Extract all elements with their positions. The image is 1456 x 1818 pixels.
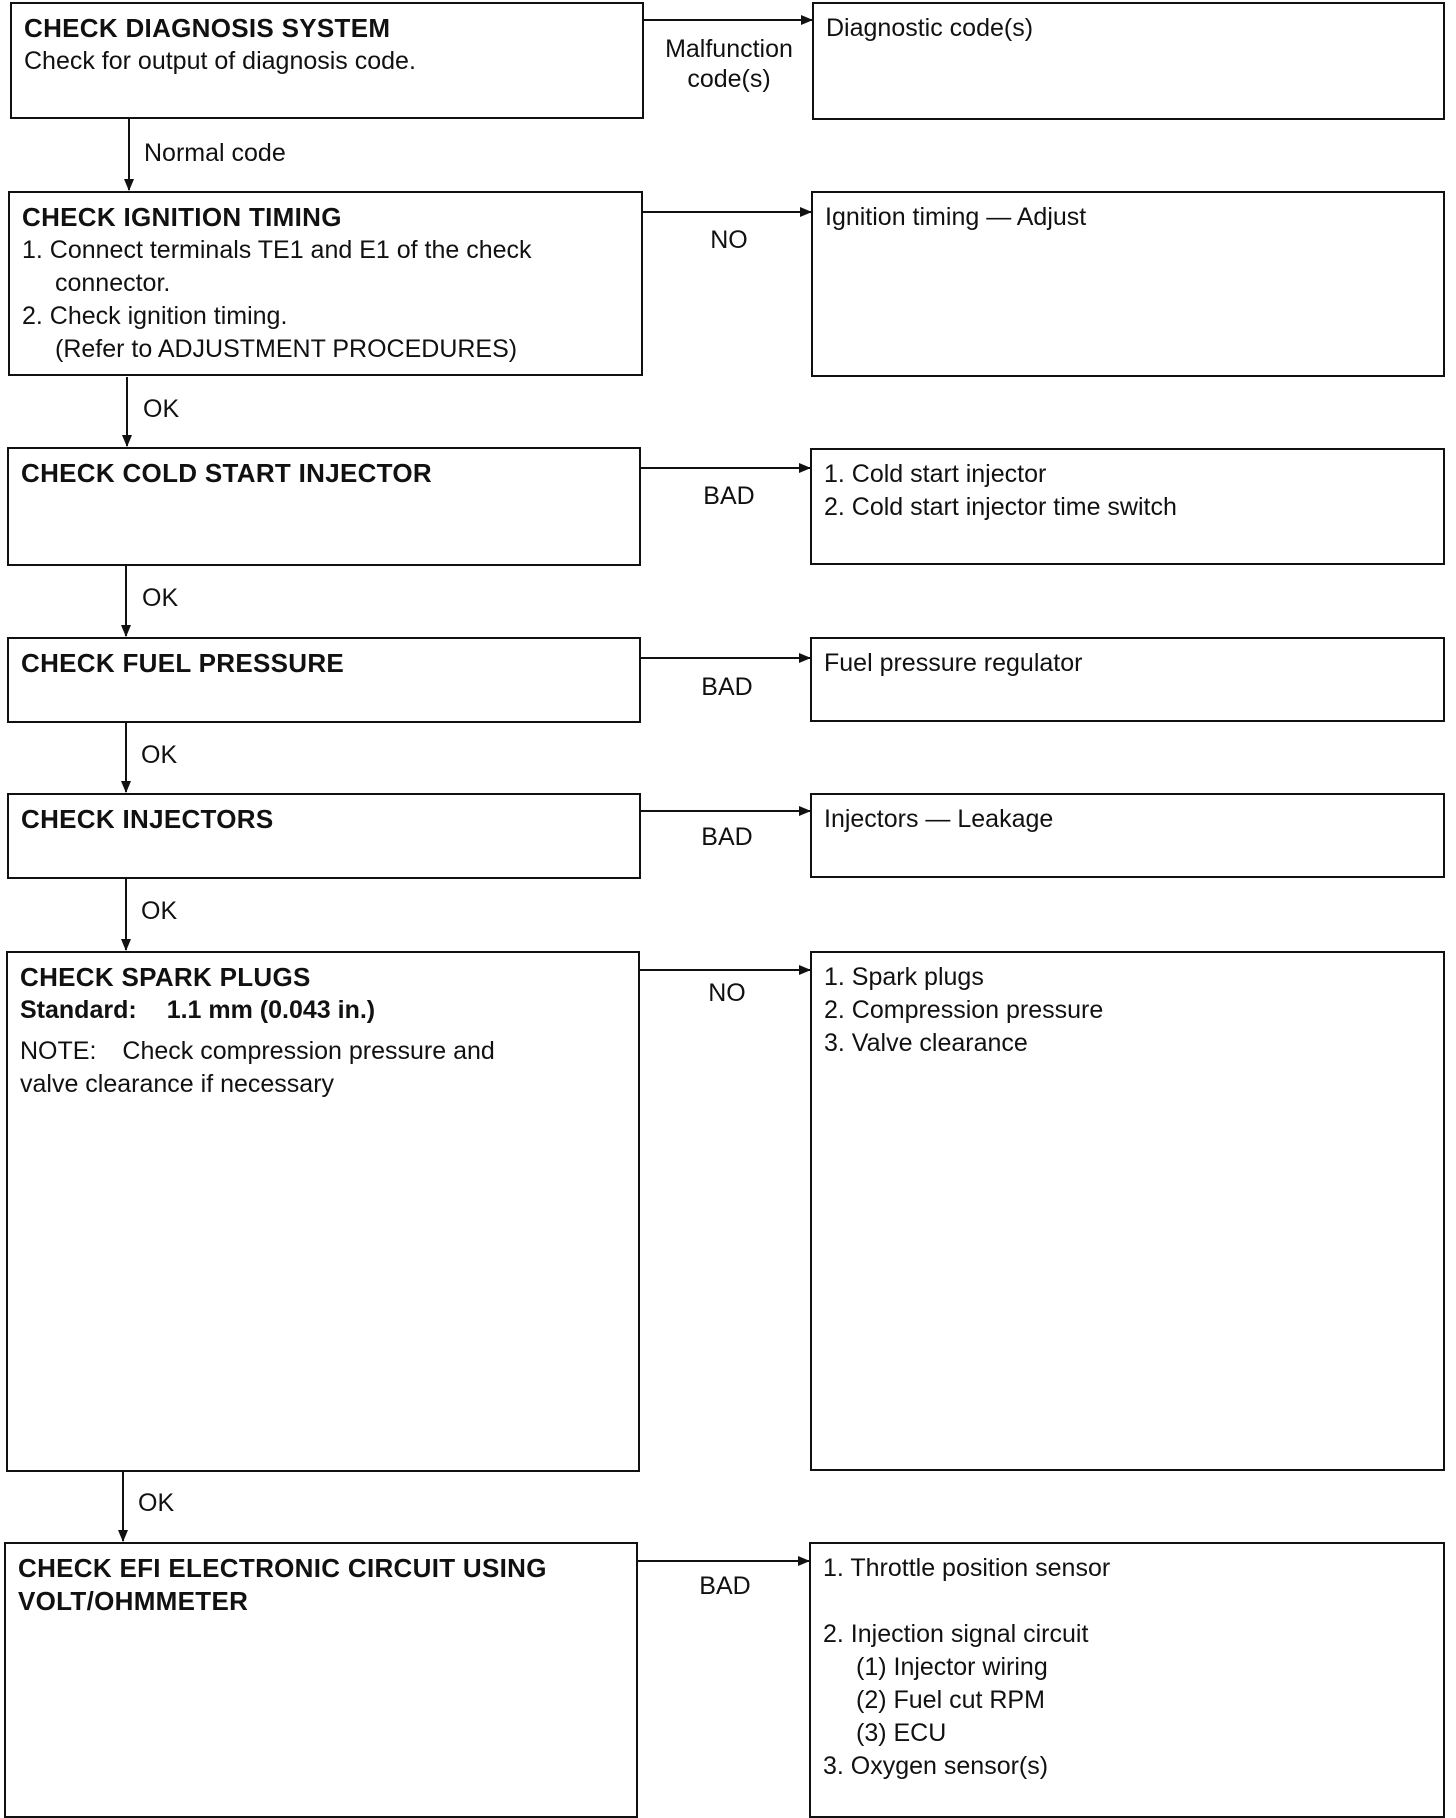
step-title: CHECK COLD START INJECTOR bbox=[21, 458, 432, 488]
step-check-ignition-timing bbox=[8, 191, 643, 376]
branch-label-malfunction: Malfunction code(s) bbox=[665, 35, 793, 93]
standard-value: 1.1 mm (0.043 in.) bbox=[166, 996, 376, 1024]
note-text-continued: valve clearance if necessary bbox=[20, 1070, 335, 1098]
step-text: 2. Check ignition timing. bbox=[22, 302, 288, 330]
step-title: CHECK IGNITION TIMING bbox=[22, 202, 342, 232]
result-text: 1. Throttle position sensor bbox=[823, 1554, 1111, 1582]
result-text: 1. Spark plugs bbox=[824, 963, 984, 991]
step-title: CHECK INJECTORS bbox=[21, 804, 274, 834]
branch-label-bad: BAD bbox=[701, 823, 753, 851]
step-text: 1. Connect terminals TE1 and E1 of the check bbox=[22, 236, 532, 264]
step-title: CHECK SPARK PLUGS bbox=[20, 962, 311, 992]
result-text: Injectors — Leakage bbox=[824, 805, 1054, 833]
result-text: 2. Compression pressure bbox=[824, 996, 1104, 1024]
branch-label-bad: BAD bbox=[703, 482, 755, 510]
step-title: CHECK FUEL PRESSURE bbox=[21, 648, 345, 678]
down-label-ok: OK bbox=[141, 741, 178, 769]
branch-label-bad: BAD bbox=[701, 673, 753, 701]
step-check-injectors bbox=[7, 793, 641, 879]
branch-label-bad: BAD bbox=[699, 1572, 751, 1600]
result-diagnostic-codes bbox=[812, 2, 1445, 120]
result-efi-circuit bbox=[809, 1542, 1445, 1818]
spark-plug-note bbox=[20, 1035, 626, 1068]
result-text: Ignition timing — Adjust bbox=[825, 203, 1087, 231]
step-title: CHECK DIAGNOSIS SYSTEM bbox=[24, 13, 391, 43]
result-subitem: (3) ECU bbox=[856, 1719, 947, 1747]
down-label-ok: OK bbox=[138, 1489, 175, 1517]
result-subitem: (1) Injector wiring bbox=[856, 1653, 1048, 1681]
result-injectors-leakage bbox=[810, 793, 1445, 878]
step-title-continued: VOLT/OHMMETER bbox=[18, 1586, 249, 1616]
step-check-cold-start-injector bbox=[7, 447, 641, 566]
down-label-ok: OK bbox=[142, 584, 179, 612]
result-ignition-timing-adjust bbox=[811, 191, 1445, 377]
step-check-efi-electronic-circuit bbox=[4, 1542, 638, 1818]
step-check-fuel-pressure bbox=[7, 637, 641, 723]
down-label-normal-code: Normal code bbox=[144, 139, 286, 167]
result-cold-start-injector bbox=[810, 448, 1445, 565]
result-text: 3. Valve clearance bbox=[824, 1029, 1028, 1057]
standard-label: Standard: bbox=[20, 996, 137, 1024]
result-text: 2. Injection signal circuit bbox=[823, 1620, 1089, 1648]
step-text: connector. bbox=[55, 269, 171, 297]
result-subitem: (2) Fuel cut RPM bbox=[856, 1686, 1045, 1714]
down-label-ok: OK bbox=[141, 897, 178, 925]
result-text: Fuel pressure regulator bbox=[824, 649, 1083, 677]
spark-plug-standard bbox=[20, 994, 626, 1027]
result-text: 3. Oxygen sensor(s) bbox=[823, 1752, 1049, 1780]
step-text: Check for output of diagnosis code. bbox=[24, 47, 416, 75]
branch-label-no: NO bbox=[708, 979, 746, 1007]
note-label: NOTE: bbox=[20, 1037, 97, 1065]
result-text: Diagnostic code(s) bbox=[826, 14, 1034, 42]
step-title: CHECK EFI ELECTRONIC CIRCUIT USING bbox=[18, 1553, 547, 1583]
down-label-ok: OK bbox=[143, 395, 180, 423]
branch-label-no: NO bbox=[710, 226, 748, 254]
note-text: Check compression pressure and bbox=[122, 1037, 495, 1065]
result-text: 1. Cold start injector bbox=[824, 460, 1047, 488]
result-fuel-pressure-regulator bbox=[810, 637, 1445, 722]
result-spark-plugs bbox=[810, 951, 1445, 1471]
step-check-spark-plugs bbox=[6, 951, 640, 1472]
step-text: (Refer to ADJUSTMENT PROCEDURES) bbox=[55, 335, 518, 363]
result-text: 2. Cold start injector time switch bbox=[824, 493, 1177, 521]
step-check-diagnosis-system bbox=[10, 2, 644, 119]
